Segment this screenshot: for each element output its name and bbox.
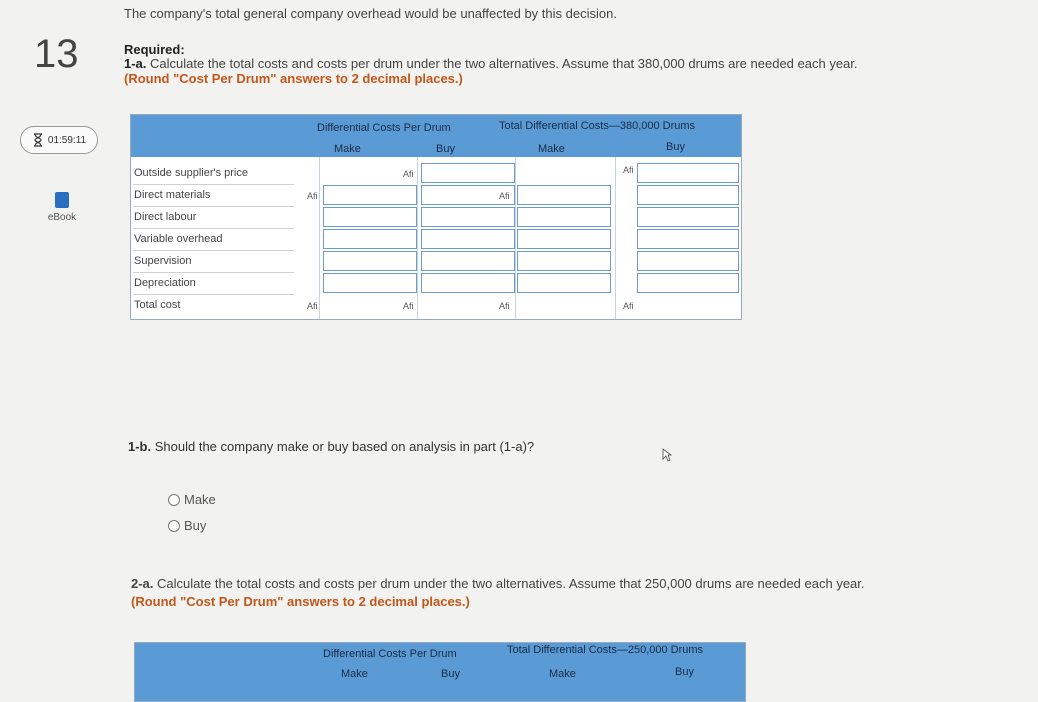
input-cell[interactable] bbox=[323, 251, 417, 271]
cost-table-380k bbox=[130, 114, 742, 320]
input-cell[interactable] bbox=[421, 207, 515, 227]
timer-badge[interactable] bbox=[20, 126, 98, 154]
input-cell[interactable] bbox=[421, 163, 515, 183]
book-icon bbox=[55, 192, 69, 208]
input-cell[interactable] bbox=[637, 207, 739, 227]
q2a-note: (Round "Cost Per Drum" answers to 2 decimal places.) bbox=[131, 594, 470, 609]
afi-label: Afi bbox=[307, 301, 318, 311]
input-cell[interactable] bbox=[637, 229, 739, 249]
radio-make[interactable]: Make bbox=[168, 492, 216, 507]
input-cell[interactable] bbox=[421, 229, 515, 249]
part-1a-text: 1-a. Calculate the total costs and costs per drum under the two alternatives. Assume that 380,000 drums are needed each year. (Round "Cost Per Drum" answers to 2 decimal places.) bbox=[124, 56, 858, 86]
input-cell[interactable] bbox=[323, 185, 417, 205]
group-header-per-drum: Differential Costs Per Drum bbox=[317, 122, 451, 134]
intro-text: The company's total general company overhead would be unaffected by this decision. bbox=[124, 6, 617, 21]
row-label: Direct materials bbox=[133, 185, 294, 207]
cost-table-250k bbox=[134, 642, 746, 702]
sidebar bbox=[0, 0, 110, 700]
ebook-button[interactable] bbox=[40, 192, 84, 223]
col-header-buy: Buy bbox=[441, 668, 460, 680]
row-label: Direct labour bbox=[133, 207, 294, 229]
col-header-buy: Buy bbox=[675, 666, 694, 678]
q1b-text: Should the company make or buy based on analysis in part (1-a)? bbox=[154, 439, 535, 454]
input-cell[interactable] bbox=[637, 163, 739, 183]
afi-label: Afi bbox=[623, 301, 634, 311]
col-header-make: Make bbox=[341, 668, 368, 680]
q2a-label: 2-a. bbox=[131, 576, 154, 591]
input-cell[interactable] bbox=[421, 251, 515, 271]
row-label: Supervision bbox=[133, 251, 294, 273]
column-divider bbox=[417, 157, 418, 319]
column-divider bbox=[515, 157, 516, 319]
input-cell[interactable] bbox=[517, 273, 611, 293]
input-cell[interactable] bbox=[637, 185, 739, 205]
part-1a-note: (Round "Cost Per Drum" answers to 2 decimal places.) bbox=[124, 71, 463, 86]
input-cell[interactable] bbox=[323, 273, 417, 293]
col-header-make: Make bbox=[549, 668, 576, 680]
col-header-make: Make bbox=[334, 143, 361, 155]
input-cell[interactable] bbox=[517, 229, 611, 249]
input-cell[interactable] bbox=[637, 251, 739, 271]
ebook-label: eBook bbox=[47, 212, 77, 223]
mouse-cursor-icon bbox=[662, 448, 672, 462]
input-cell[interactable] bbox=[421, 273, 515, 293]
row-label: Variable overhead bbox=[133, 229, 294, 251]
radio-circle-icon[interactable] bbox=[168, 520, 180, 532]
row-label: Outside supplier's price bbox=[133, 163, 294, 185]
input-cell[interactable] bbox=[323, 207, 417, 227]
group-header-per-drum: Differential Costs Per Drum bbox=[323, 648, 457, 660]
column-divider bbox=[615, 157, 616, 319]
question-1b bbox=[128, 439, 534, 454]
afi-label: Afi bbox=[499, 191, 510, 201]
part-1a-label: 1-a. bbox=[124, 56, 147, 71]
input-cell[interactable] bbox=[323, 229, 417, 249]
afi-label: Afi bbox=[307, 191, 318, 201]
input-cell[interactable] bbox=[517, 207, 611, 227]
col-header-make: Make bbox=[538, 143, 565, 155]
q1b-label: 1-b. bbox=[128, 439, 152, 454]
radio-buy[interactable]: Buy bbox=[168, 518, 206, 533]
input-cell[interactable] bbox=[517, 251, 611, 271]
question-2a bbox=[131, 576, 865, 591]
afi-label: Afi bbox=[623, 165, 634, 175]
afi-label: Afi bbox=[403, 169, 414, 179]
col-header-buy: Buy bbox=[436, 143, 455, 155]
table-header bbox=[131, 115, 741, 157]
required-title: Required: bbox=[124, 42, 185, 57]
row-label: Depreciation bbox=[133, 273, 294, 295]
timer-text: 01:59:11 bbox=[47, 134, 87, 146]
radio-circle-icon[interactable] bbox=[168, 494, 180, 506]
group-header-total: Total Differential Costs—250,000 Drums bbox=[507, 644, 704, 656]
group-header-total: Total Differential Costs—380,000 Drums bbox=[499, 120, 696, 132]
question-number: 13 bbox=[34, 32, 79, 76]
afi-label: Afi bbox=[499, 301, 510, 311]
column-divider bbox=[319, 157, 320, 319]
hourglass-icon bbox=[32, 133, 44, 147]
q2a-text: Calculate the total costs and costs per drum under the two alternatives. Assume that 250,000 drums are needed each year. bbox=[157, 576, 865, 591]
afi-label: Afi bbox=[403, 301, 414, 311]
input-cell[interactable] bbox=[637, 273, 739, 293]
row-label: Total cost bbox=[134, 299, 181, 311]
col-header-buy: Buy bbox=[666, 141, 685, 153]
input-cell[interactable] bbox=[517, 185, 611, 205]
